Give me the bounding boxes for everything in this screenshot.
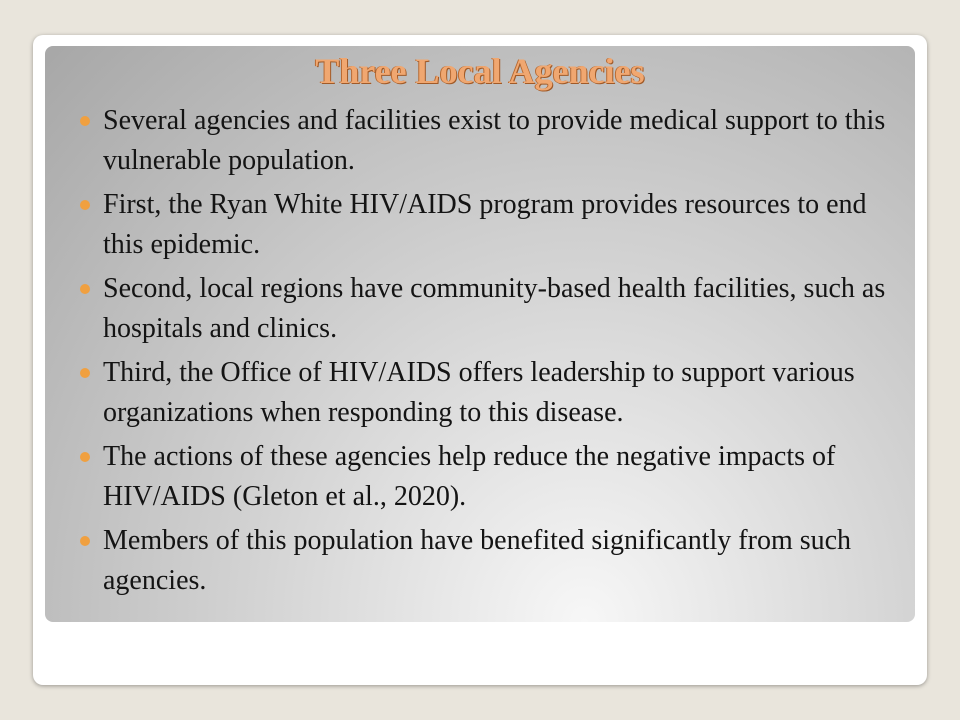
slide-title: Three Local Agencies: [315, 51, 645, 91]
bullet-item-3: [45, 269, 905, 349]
bullet-list: [45, 101, 905, 605]
bullet-marker-icon: [80, 536, 90, 546]
bullet-item-1: [45, 101, 905, 181]
bullet-marker-icon: [80, 284, 90, 294]
bullet-marker-icon: [80, 200, 90, 210]
bullet-marker-icon: [80, 452, 90, 462]
bullet-item-4: [45, 353, 905, 433]
content-panel: [45, 46, 915, 622]
bullet-item-6: [45, 521, 905, 601]
bullet-text: Members of this population have benefited significantly from such agencies.: [103, 525, 852, 596]
bullet-text: First, the Ryan White HIV/AIDS program provides resources to end this epidemic.: [103, 189, 867, 260]
slide-frame: [33, 35, 927, 685]
bullet-item-5: [45, 437, 905, 517]
bullet-item-2: [45, 185, 905, 265]
bullet-marker-icon: [80, 116, 90, 126]
bullet-text: The actions of these agencies help reduce the negative impacts of HIV/AIDS (Gleton et al., 2020).: [103, 441, 836, 512]
bullet-text: Second, local regions have community-based health facilities, such as hospitals and clinics.: [103, 273, 886, 344]
bullet-text: Several agencies and facilities exist to provide medical support to this vulnerable population.: [103, 105, 886, 176]
bullet-marker-icon: [80, 368, 90, 378]
bullet-text: Third, the Office of HIV/AIDS offers leadership to support various organizations when responding to this disease.: [103, 357, 855, 428]
